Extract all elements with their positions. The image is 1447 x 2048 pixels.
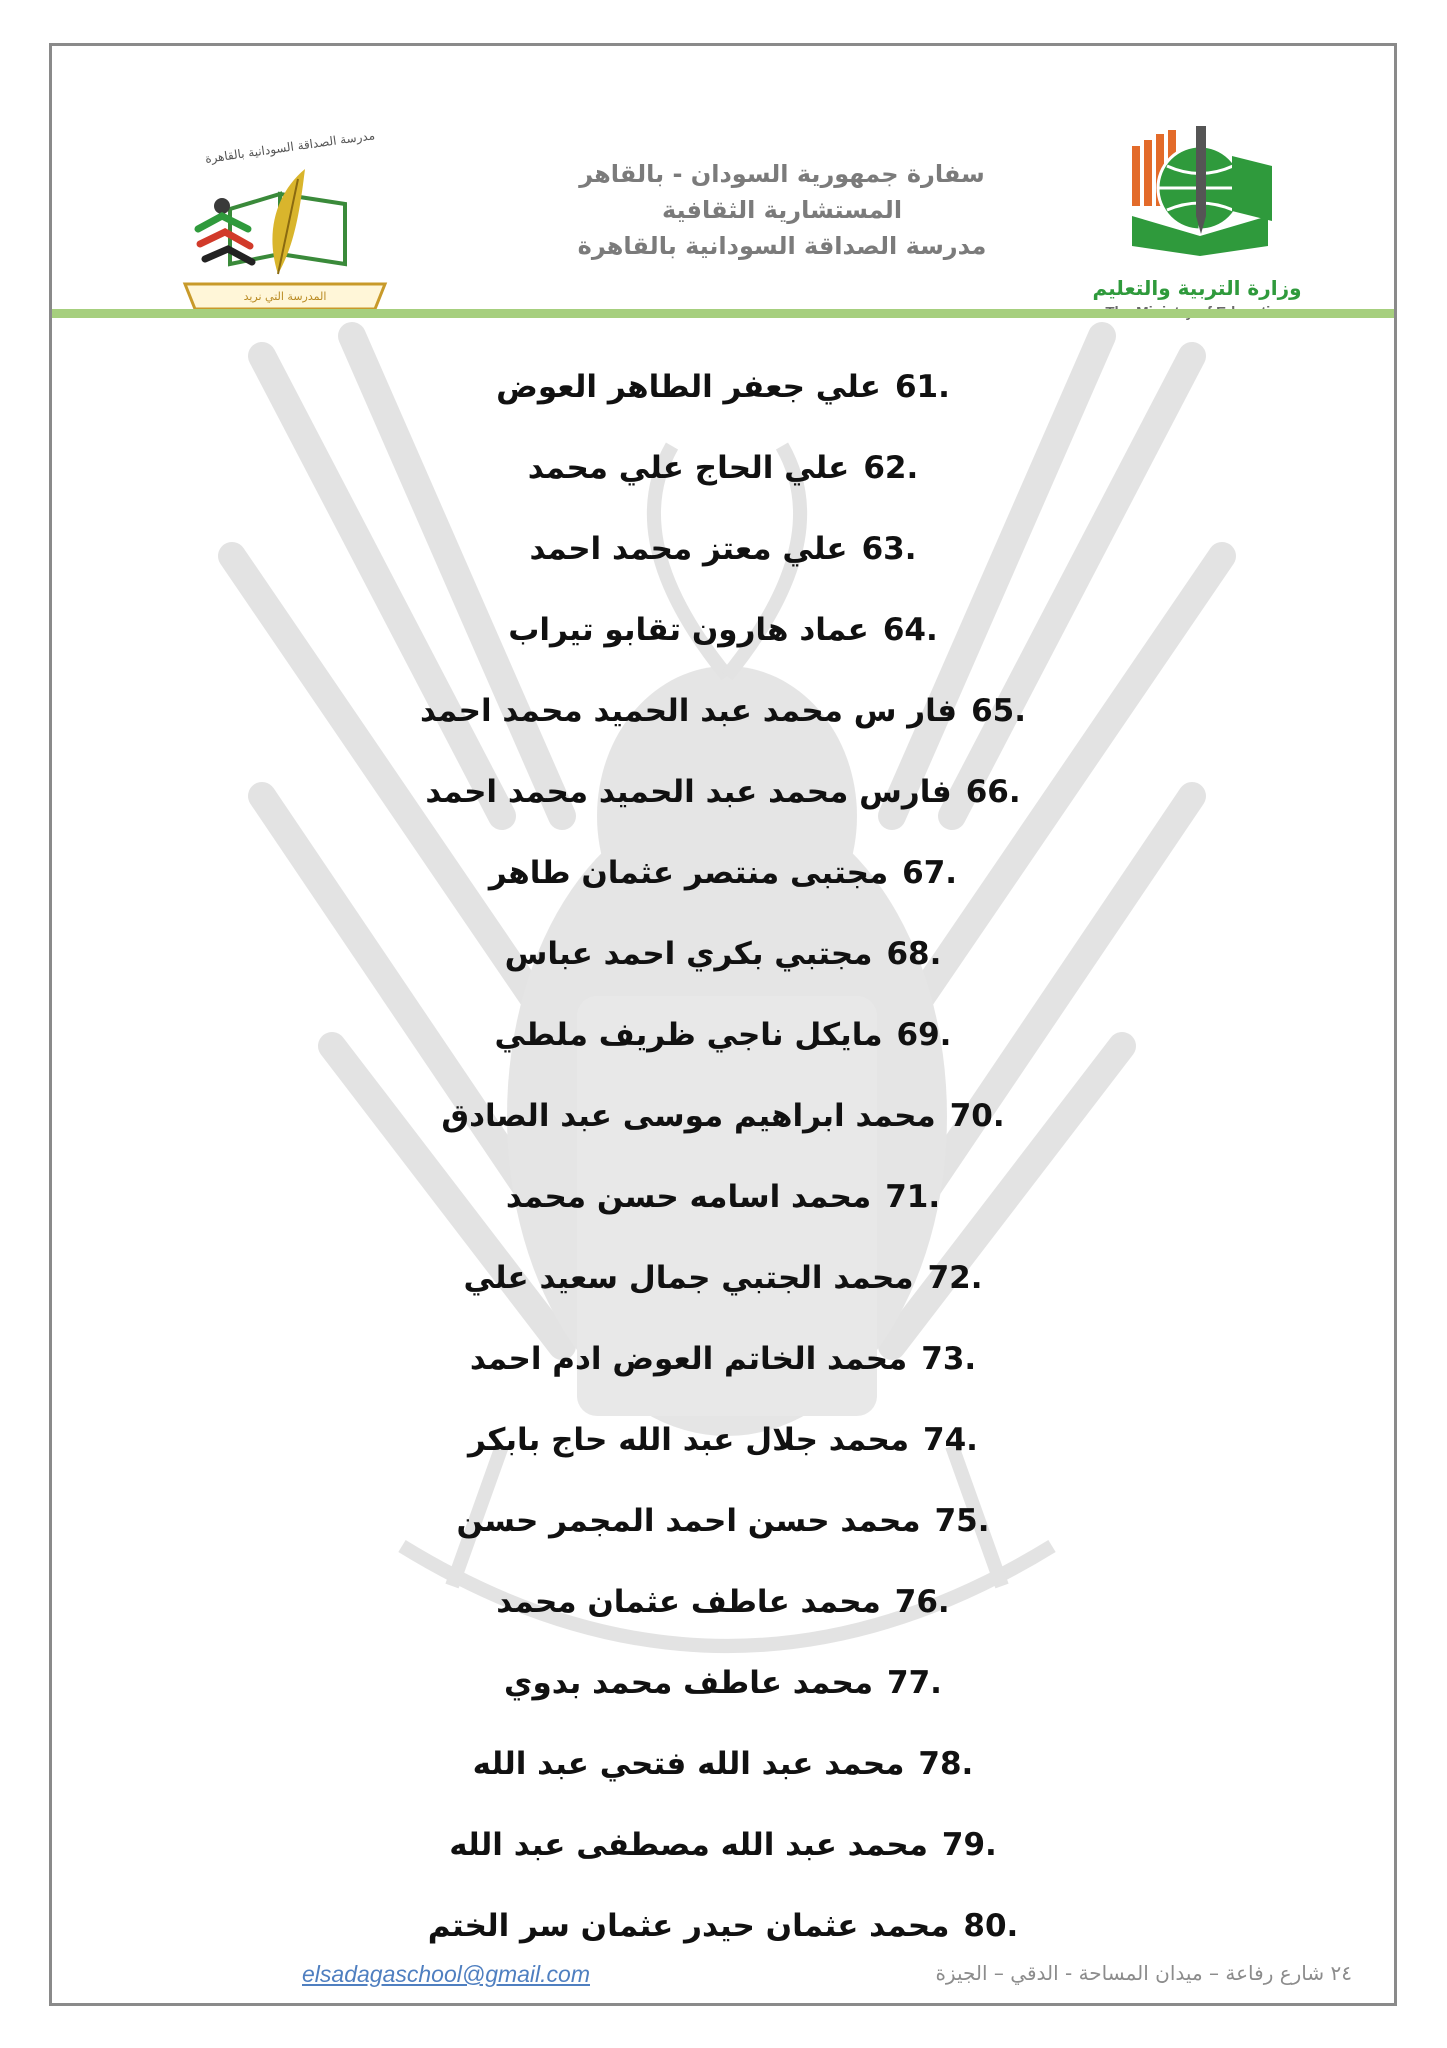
list-item [52, 427, 1394, 508]
list-item-number: 67. [902, 854, 958, 891]
list-item-name: محمد الجتبي جمال سعيد علي [463, 1259, 914, 1296]
list-item [52, 751, 1394, 832]
list-item [52, 1156, 1394, 1237]
list-item-name: مجتبي بكري احمد عباس [504, 935, 873, 972]
list-item-name: فارس محمد عبد الحميد محمد احمد [425, 773, 952, 810]
list-item-name: محمد عبد الله فتحي عبد الله [472, 1745, 905, 1782]
list-item [52, 1075, 1394, 1156]
list-item-name: محمد جلال عبد الله حاج بابكر [468, 1421, 910, 1458]
list-item-number: 68. [886, 935, 942, 972]
list-item-number: 66. [965, 773, 1021, 810]
list-item [52, 1885, 1394, 1966]
list-item-number: 71. [885, 1178, 941, 1215]
list-item-name: مجتبى منتصر عثمان طاهر [488, 854, 889, 891]
footer-address: ٢٤ شارع رفاعة – ميدان المساحة - الدقي – الجيزة [935, 1961, 1352, 1985]
student-name-list [52, 346, 1394, 1966]
list-item [52, 1804, 1394, 1885]
list-item-name: عماد هارون تقابو تيراب [508, 611, 869, 648]
list-item [52, 346, 1394, 427]
document-page [49, 43, 1397, 2006]
list-item [52, 508, 1394, 589]
list-item-name: محمد الخاتم العوض ادم احمد [469, 1340, 908, 1377]
list-item-name: محمد عاطف محمد بدوي [504, 1664, 874, 1701]
list-item [52, 1561, 1394, 1642]
list-item-number: 64. [882, 611, 938, 648]
list-item-name: محمد حسن احمد المجمر حسن [456, 1502, 921, 1539]
list-item [52, 913, 1394, 994]
list-item-name: مايكل ناجي ظريف ملطي [494, 1016, 883, 1053]
ministry-logo [1052, 126, 1342, 326]
list-item-name: محمد عاطف عثمان محمد [496, 1583, 881, 1620]
list-item-number: 73. [921, 1340, 977, 1377]
list-item-name: فار س محمد عبد الحميد محمد احمد [419, 692, 958, 729]
list-item-name: محمد اسامه حسن محمد [505, 1178, 872, 1215]
list-item-name: علي جعفر الطاهر العوض [496, 368, 881, 405]
list-item [52, 1237, 1394, 1318]
ministry-name-arabic: وزارة التربية والتعليم [1092, 276, 1302, 300]
school-title: مدرسة الصداقة السودانية بالقاهرة [577, 232, 987, 260]
letterhead-title [502, 156, 1062, 264]
ministry-emblem-icon [1112, 126, 1282, 256]
list-item-number: 65. [971, 692, 1027, 729]
list-item-name: علي الحاج علي محمد [527, 449, 850, 486]
list-item-number: 77. [887, 1664, 942, 1701]
list-item [52, 994, 1394, 1075]
list-item-name: محمد ابراهيم موسى عبد الصادق [441, 1097, 936, 1134]
list-item-number: 63. [861, 530, 917, 567]
list-item [52, 1642, 1394, 1723]
list-item-number: 79. [941, 1826, 997, 1863]
list-item [52, 670, 1394, 751]
list-item-number: 62. [863, 449, 919, 486]
list-item-number: 70. [949, 1097, 1005, 1134]
letterhead [52, 46, 1394, 311]
embassy-title: سفارة جمهورية السودان - بالقاهر [579, 160, 985, 188]
school-logo [170, 128, 400, 324]
footer-email-link[interactable]: elsadagaschool@gmail.com [302, 1961, 590, 1987]
list-item-number: 72. [927, 1259, 983, 1296]
school-logo-arc-text: مدرسة الصداقة السودانية بالقاهرة [204, 128, 376, 166]
list-item-number: 76. [894, 1583, 950, 1620]
list-item [52, 1399, 1394, 1480]
list-item-number: 75. [934, 1502, 990, 1539]
list-item [52, 589, 1394, 670]
list-item-name: محمد عثمان حيدر عثمان سر الختم [427, 1907, 950, 1944]
list-item-name: علي معتز محمد احمد [529, 530, 848, 567]
list-item-number: 78. [918, 1745, 974, 1782]
list-item [52, 1723, 1394, 1804]
list-item-number: 61. [894, 368, 950, 405]
list-item [52, 832, 1394, 913]
list-item-name: محمد عبد الله مصطفى عبد الله [449, 1826, 928, 1863]
list-item [52, 1480, 1394, 1561]
list-item [52, 1318, 1394, 1399]
school-logo-motto: المدرسة التي نريد [243, 290, 327, 303]
header-divider [52, 309, 1394, 318]
cultural-attache-title: المستشارية الثقافية [661, 196, 903, 224]
list-item-number: 69. [896, 1016, 952, 1053]
list-item-number: 80. [963, 1907, 1019, 1944]
list-item-number: 74. [923, 1421, 978, 1458]
